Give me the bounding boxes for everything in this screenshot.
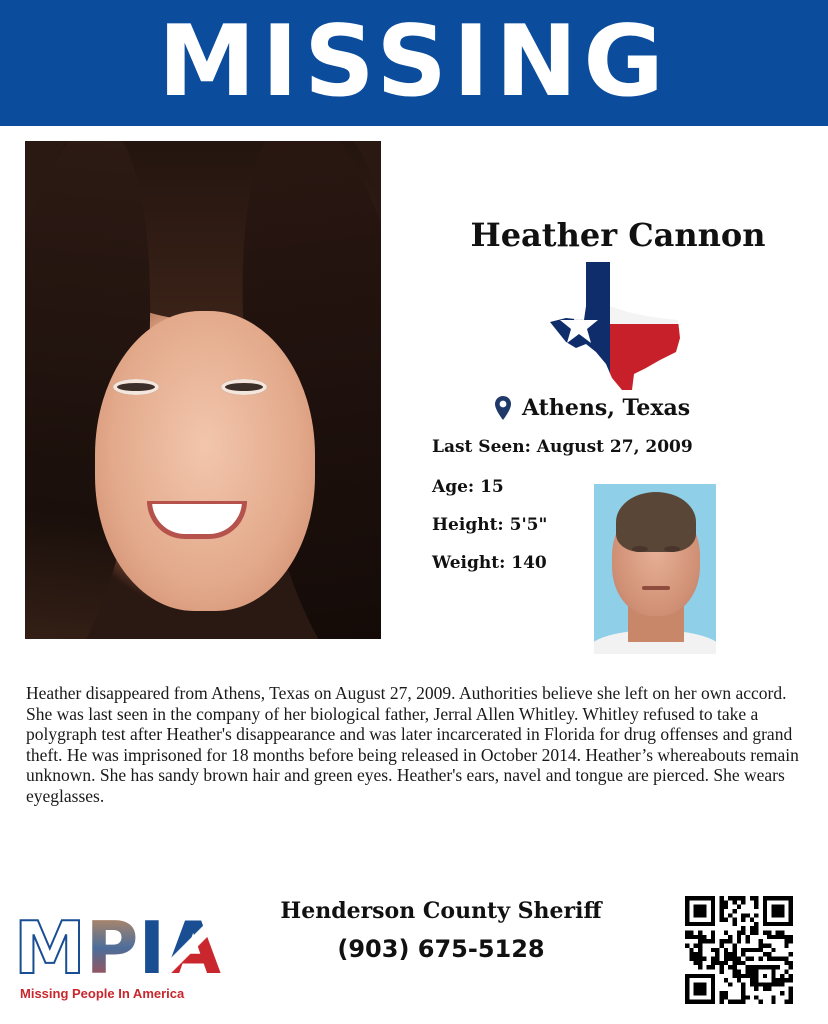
contact-agency: Henderson County Sheriff bbox=[280, 898, 602, 924]
missing-person-photo bbox=[25, 141, 381, 639]
banner-title: MISSING bbox=[158, 5, 670, 119]
suspect-photo bbox=[594, 484, 716, 654]
weight: Weight: 140 bbox=[432, 553, 547, 573]
last-seen: Last Seen: August 27, 2009 bbox=[432, 437, 693, 457]
logo-letter-m: M bbox=[14, 906, 86, 990]
logo-letter-i: I bbox=[138, 906, 166, 990]
location bbox=[494, 392, 690, 424]
qr-code-icon[interactable] bbox=[684, 896, 794, 1004]
logo-letter-p: P bbox=[85, 906, 139, 990]
height: Height: 5'5" bbox=[432, 515, 548, 535]
case-description: Heather disappeared from Athens, Texas on August 27, 2009. Authorities believe she left on her own accord. She was last seen in the company of her biological father, Jerral Allen Whitley. Whitley refused to take a polygraph test after Heather's disappearance and was later incarcerated in Florida for drug offenses and grand theft. He was imprisoned for 18 months before being released in October 2014. Heather’s whereabouts remain unknown. She has sandy brown hair and green eyes. Heather's ears, navel and tongue are pierced. She wears eyeglasses. bbox=[26, 683, 799, 806]
logo-letter-a: A bbox=[165, 906, 221, 990]
missing-banner bbox=[0, 0, 828, 126]
texas-flag-map-icon bbox=[548, 262, 682, 392]
location-pin-icon bbox=[494, 395, 512, 421]
person-name: Heather Cannon bbox=[470, 216, 766, 254]
age: Age: 15 bbox=[432, 477, 504, 497]
contact-phone[interactable]: (903) 675-5128 bbox=[337, 935, 545, 963]
mpia-logo bbox=[14, 906, 221, 1006]
location-text: Athens, Texas bbox=[522, 395, 691, 421]
logo-tagline: Missing People In America bbox=[20, 986, 185, 1001]
